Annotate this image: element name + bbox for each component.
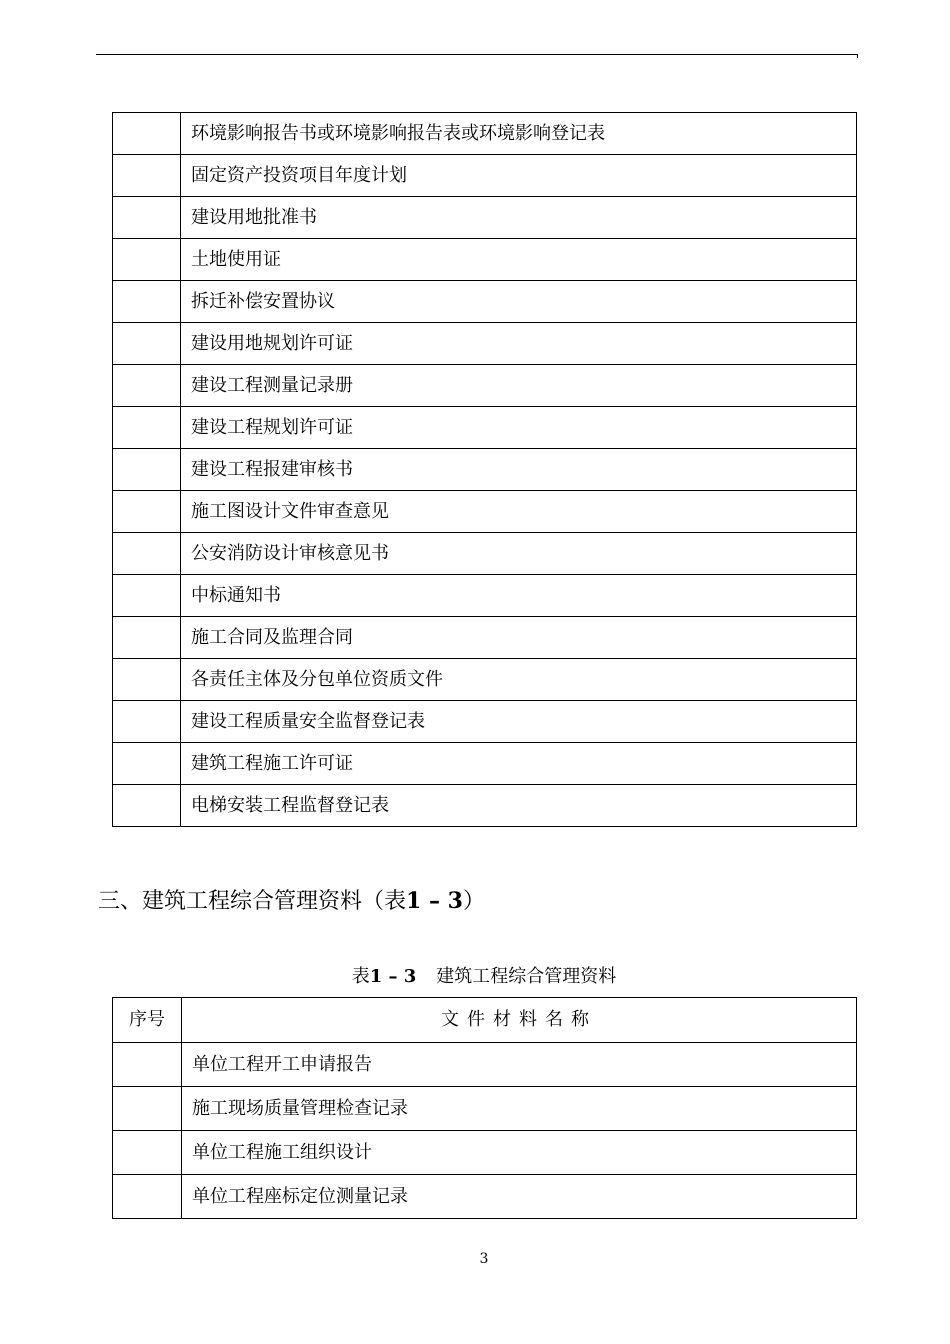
document-name-cell: 固定资产投资项目年度计划 [181,155,857,197]
serial-number-cell [113,407,181,449]
serial-number-cell [113,323,181,365]
table-row [113,197,857,239]
section-heading-close: ） [462,889,485,914]
section-heading-table-ref: 1 – 3 [406,888,463,914]
header-serial-number: 序号 [113,998,182,1043]
table-row [113,323,857,365]
serial-number-cell [113,575,181,617]
document-name-cell: 建设用地规划许可证 [181,323,857,365]
document-name-cell: 建筑工程施工许可证 [181,743,857,785]
table-row [113,701,857,743]
table-row [113,491,857,533]
serial-number-cell [113,491,181,533]
table-row [113,533,857,575]
serial-number-cell [113,281,181,323]
serial-number-cell [113,617,181,659]
document-name-cell: 建设用地批准书 [181,197,857,239]
management-records-body [113,998,857,1219]
document-name-cell: 环境影响报告书或环境影响报告表或环境影响登记表 [181,113,857,155]
serial-number-cell [113,1043,182,1087]
serial-number-cell [113,1087,182,1131]
document-list-body [113,113,857,827]
document-name-cell: 电梯安装工程监督登记表 [181,785,857,827]
serial-number-cell [113,701,181,743]
document-name-cell: 土地使用证 [181,239,857,281]
serial-number-cell [113,533,181,575]
header-document-name: 文件材料名称 [182,998,857,1043]
document-name-cell: 单位工程施工组织设计 [182,1131,857,1175]
section-heading [98,884,485,915]
serial-number-cell [113,785,181,827]
page-number: 3 [479,1251,489,1267]
serial-number-cell [113,743,181,785]
caption-prefix: 表 [351,966,370,987]
header-rule [96,54,858,55]
document-name-cell: 公安消防设计审核意见书 [181,533,857,575]
serial-number-cell [113,197,181,239]
management-records-table [112,997,857,1219]
serial-number-cell [113,1175,182,1219]
table-row [113,617,857,659]
document-name-cell: 建设工程报建审核书 [181,449,857,491]
serial-number-cell [113,239,181,281]
document-name-cell: 施工图设计文件审查意见 [181,491,857,533]
serial-number-cell [113,365,181,407]
table-row [113,449,857,491]
table-row [113,659,857,701]
table-row [113,743,857,785]
document-name-cell: 单位工程开工申请报告 [182,1043,857,1087]
document-name-cell: 建设工程规划许可证 [181,407,857,449]
document-name-cell: 单位工程座标定位测量记录 [182,1175,857,1219]
document-name-cell: 施工现场质量管理检查记录 [182,1087,857,1131]
table-header-row [113,998,857,1043]
table-row [113,785,857,827]
serial-number-cell [113,659,181,701]
table-row [113,1087,857,1131]
table-row [113,1131,857,1175]
table-row [113,155,857,197]
table-row [113,365,857,407]
serial-number-cell [113,113,181,155]
document-name-cell: 建设工程质量安全监督登记表 [181,701,857,743]
serial-number-cell [113,449,181,491]
caption-table-ref: 1 – 3 [369,966,417,987]
table-caption [0,962,950,988]
table-row [113,575,857,617]
serial-number-cell [113,155,181,197]
section-heading-text: 三、建筑工程综合管理资料（表 [98,889,407,914]
document-name-cell: 拆迁补偿安置协议 [181,281,857,323]
table-row [113,281,857,323]
document-name-cell: 各责任主体及分包单位资质文件 [181,659,857,701]
document-name-cell: 施工合同及监理合同 [181,617,857,659]
serial-number-cell [113,1131,182,1175]
document-name-cell: 建设工程测量记录册 [181,365,857,407]
caption-title: 建筑工程综合管理资料 [436,966,617,987]
table-row [113,1043,857,1087]
table-row [113,113,857,155]
document-name-cell: 中标通知书 [181,575,857,617]
table-row [113,407,857,449]
table-row [113,239,857,281]
table-row [113,1175,857,1219]
document-list-table [112,112,857,827]
